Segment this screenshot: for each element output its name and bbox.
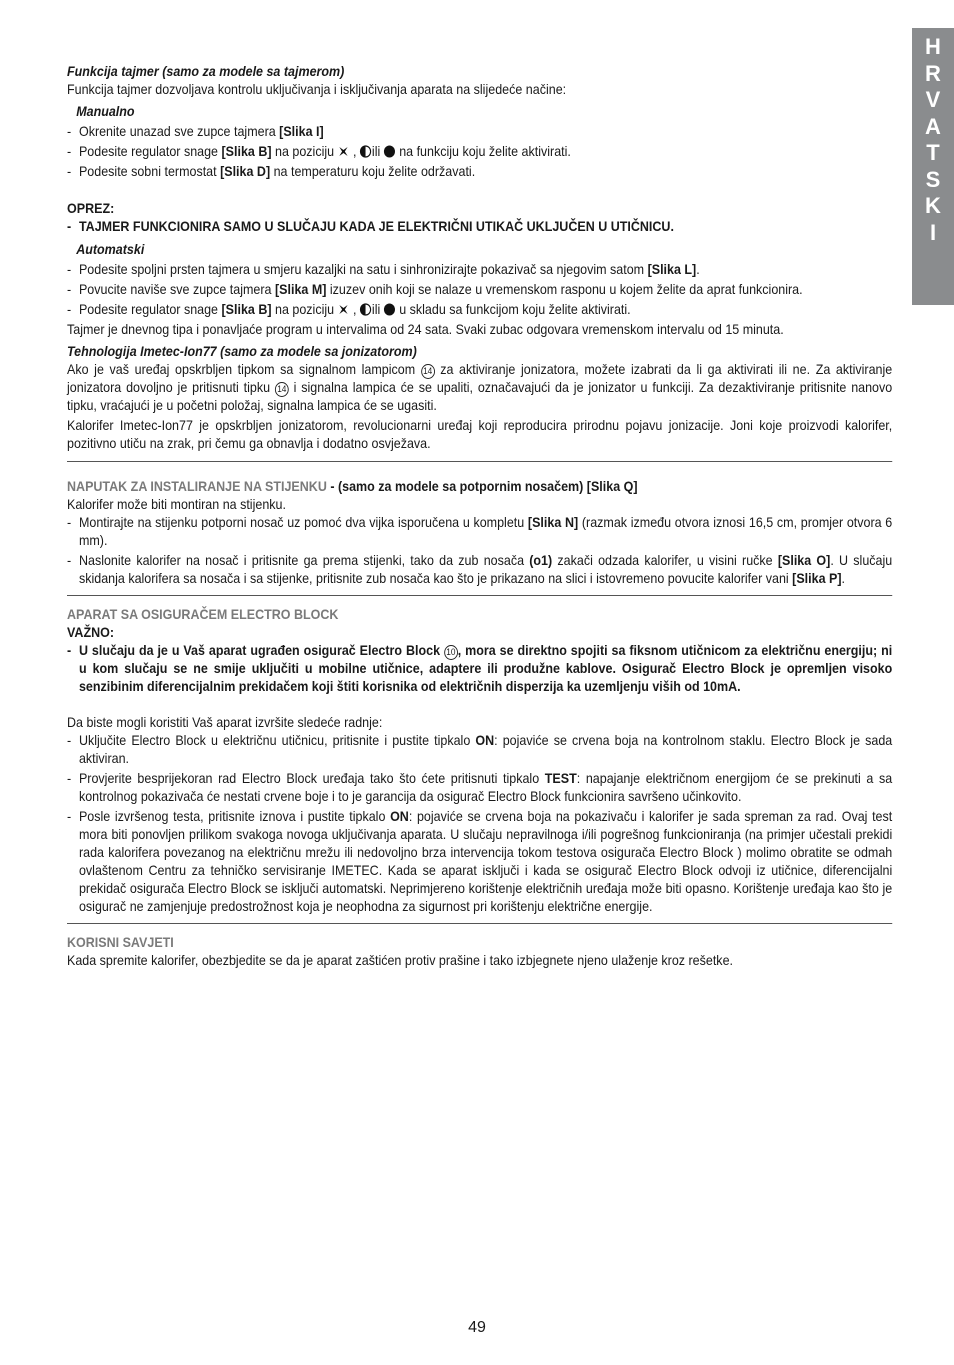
list-item: - Provjerite besprijekoran rad Electro Block uređaja tako što ćete pritisnuti tipkalo TEST: napajanje električnom energijom će se prekinuti a sa kontrolnog pokazivača će nestati crvene boje i to je garancija da osigurač Electro Block funkcionira savršeno učinkovito. [67,770,892,806]
list-item: - Podesite sobni termostat [Slika D] na temperaturu koju želite održavati. [67,163,892,181]
block-steps-list [67,732,892,916]
page-number: 49 [468,1319,486,1336]
manual-heading: Manualno [76,104,135,119]
list-item: - Povucite naviše sve zupce tajmera [Slika M] izuzev onih koji se nalaze u vremenskom rasponu u kojem želite da aprat funkcionira. [67,281,892,299]
language-tab-letter: K [925,193,941,218]
block-intro: Da biste mogli koristiti Vaš aparat izvršite sledeće radnje: [67,715,383,730]
language-tab-letter: A [925,113,941,139]
half-circle-icon [360,145,372,158]
vazno-heading: VAŽNO: [67,625,115,640]
list-item: - Naslonite kalorifer na nosač i pritisnite ga prema stijenki, tako da zub nosača (o1) zakači odzada kalorifer, u visini ručke [Slika O]. U slučaju skidanja kalorifera sa nosača i sa stijenke, pritisnite zub nosača kao što je prikazano na slici i istovremeno povucite kalorifer vani [Slika P]. [67,552,892,588]
list-item: - Podesite regulator snage [Slika B] na poziciju , ili na funkciju koju želite aktivirati. [67,143,892,161]
language-tab [912,28,954,305]
half-circle-icon [360,303,372,316]
page-content [67,63,892,970]
auto-heading: Automatski [76,242,145,257]
divider [67,461,892,462]
list-item: - Montirajte na stijenku potporni nosač uz pomoć dva vijka isporučena u kompletu [Slika N] (razmak između otvora iznosi 16,5 cm, promjer otvora 6 mm). [67,514,892,550]
ion-paragraph-1: Ako je vaš uređaj opskrbljen tipkom sa signalnom lampicom 14 za aktiviranje jonizatora, možete izabrati da li ga aktivirati ili ne. Za aktiviranje jonizatora dovoljno je pritisnuti tipku 14 i signalna lampica će se upaliti, označavajući da je jonizator u funkciji. Za dezaktiviranje pritisnite nanovo tipku, vraćajući je u početni položaj, signalna lampica će se ugasiti. [67,362,893,413]
timer-intro: Funkcija tajmer dozvoljava kontrolu uključivanja i isključivanja aparata na slijedeće načine: [67,82,567,97]
button-number-icon: 14 [275,382,289,397]
wall-intro: Kalorifer može biti montiran na stijenku. [67,497,286,512]
list-item: - U slučaju da je u Vaš aparat ugrađen osigurač Electro Block 10 , mora se direktno spojiti sa fiksnom utičnicom za električnu energiju; ni u kom slučaju se ne smije uključiti u mobilne utičnice, adaptere ili produžne kablove. Osigurač Electro Block je opremljen visoko senzibinim diferencijalnim prekidačem koji štiti korisnika od električnih disperzija ka uzemljenju viših od 10mA. [67,642,892,696]
tips-text: Kada spremite kalorifer, obezbjedite se da je aparat zaštićen protiv prašine i tako izbjegnete njeno ulaženje kroz rešetke. [67,953,734,968]
list-item: - Uključite Electro Block u električnu utičnicu, pritisnite i pustite tipkalo ON: pojaviće se crvena boja na kontrolnom staklu. Electro Block je sada aktiviran. [67,732,892,768]
full-circle-icon [384,303,396,316]
button-number-icon: 10 [444,645,458,660]
button-number-icon: 14 [421,364,435,379]
oprez-list [67,218,892,236]
divider [67,923,892,924]
wall-list [67,514,892,588]
block-warning-list [67,642,892,696]
wall-heading: NAPUTAK ZA INSTALIRANJE NA STIJENKU - (samo za modele sa potpornim nosačem) [Slika Q] [67,479,638,494]
list-item: - Podesite regulator snage [Slika B] na poziciju , ili u skladu sa funkcijom koju želite aktivirati. [67,301,892,319]
full-circle-icon [384,145,396,158]
tips-heading: KORISNI SAVJETI [67,935,174,950]
ion-paragraph-2: Kalorifer Imetec-Ion77 je opskrbljen jonizatorom, revolucionarni uređaj koji reproducira prirodnu pojavu jonizacije. Joni koje proizvodi kalorifer, pozitivno utiču na zrak, pri čemu ga obnavlja i dodatno osvježava. [67,418,893,451]
list-item: - Podesite spoljni prsten tajmera u smjeru kazaljki na satu i sinhronizirajte pokazivač sa njegovim satom [Slika L]. [67,261,892,279]
language-tab-letter: V [925,87,941,112]
language-tab-letter: H [925,34,941,59]
list-item: - TAJMER FUNKCIONIRA SAMO U SLUČAJU KADA JE ELEKTRIČNI UTIKAČ UKLJUČEN U UTIČNICU. [67,218,892,236]
list-item: - Posle izvršenog testa, pritisnite iznova i pustite tipkalo ON: pojaviće se crvena boja na pokazivaču i kalorifer je sada spreman za rad. Ovaj test mora biti ponovljen prilikom svakoga novoga uključivanja aparata. U slučaju nepravilnoga i/ili pogrešnog funkcioniranja (na primjer učestali prekidi rada kalorifera povezanog na električnu mrežu ili nedovoljno brza intervencija tokom testova osigurača Electro Block ) molimo obratite se odmah ovlaštenom Centru za tehničko servisiranje IMETEC. Kada se aparat isključi i kada se osigurač Electro Block odvoji iz utičnice, diferencijalni prekidač osigurača Electro Block se isključi automatski. Neprimjereno korištenje električnih uređaja može biti opasno. Korištenje uređaja kao što je osigurač ne zamjenjuje predostrožnost koja je neophodna za sigurnost pri korištenju električne energije. [67,808,892,916]
auto-list [67,261,892,319]
fan-icon [338,303,350,316]
manual-list [67,123,892,181]
language-tab-letter: R [925,60,941,86]
block-heading: APARAT SA OSIGURAČEM ELECTRO BLOCK [67,607,339,622]
list-item: - Okrenite unazad sve zupce tajmera [Slika I] [67,123,892,141]
timer-heading: Funkcija tajmer (samo za modele sa tajmerom) [67,64,345,79]
oprez-heading: OPREZ: [67,201,115,216]
language-tab-letter: I [929,219,937,245]
language-tab-letter: S [925,166,941,192]
ion-heading: Tehnologija Imetec-Ion77 (samo za modele sa jonizatorom) [67,344,417,359]
timer-note: Tajmer je dnevnog tipa i ponavljaće program u intervalima od 24 sata. Svaki zubac odgovara vremenskom intervalu od 15 minuta. [67,322,784,337]
fan-icon [338,145,350,158]
language-tab-letter: T [926,140,940,165]
divider [67,595,892,596]
